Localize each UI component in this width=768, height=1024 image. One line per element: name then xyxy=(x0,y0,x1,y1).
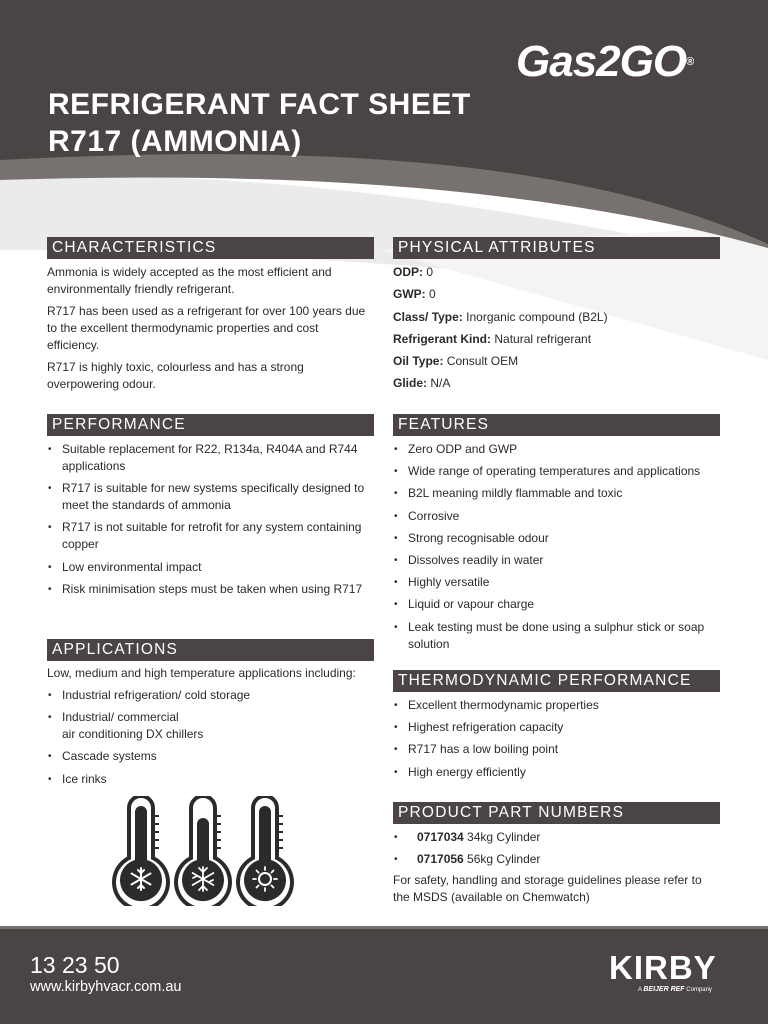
attribute-glide: Glide: N/A xyxy=(393,376,451,391)
physical-attributes-heading: PHYSICAL ATTRIBUTES xyxy=(393,237,720,259)
beijer-ref-tagline: A BEIJER REF Company xyxy=(638,986,712,993)
features-heading: FEATURES xyxy=(393,414,720,436)
attribute-odp: ODP: 0 xyxy=(393,265,434,279)
applications-intro: Low, medium and high temperature applications including: xyxy=(47,666,356,680)
thermodynamic-item: • High energy efficiently xyxy=(393,764,720,781)
features-item: • B2L meaning mildly flammable and toxic xyxy=(393,485,720,502)
features-item: • Highly versatile xyxy=(393,574,720,591)
applications-heading: APPLICATIONS xyxy=(47,639,374,661)
applications-item: • Industrial refrigeration/ cold storage xyxy=(47,687,374,704)
attribute-oil-type: Oil Type: Consult OEM xyxy=(393,354,519,369)
applications-item: • Ice rinks xyxy=(47,771,374,788)
performance-item: • R717 is not suitable for retrofit for any system containing copper xyxy=(47,519,374,553)
features-item: • Dissolves readily in water xyxy=(393,552,720,569)
physical-attributes-section xyxy=(393,237,720,398)
kirby-logo: KIRBY xyxy=(609,949,717,986)
features-section xyxy=(393,414,720,658)
website-link[interactable]: www.kirbyhvacr.com.au xyxy=(30,979,182,995)
performance-heading: PERFORMANCE xyxy=(47,414,374,436)
attribute-refrigerant-kind: Refrigerant Kind: Natural refrigerant xyxy=(393,331,592,346)
title-line-1: REFRIGERANT FACT SHEET xyxy=(48,88,471,121)
characteristics-heading: CHARACTERISTICS xyxy=(47,237,374,259)
part-code: 0717034 xyxy=(417,830,464,844)
thermodynamic-item: • R717 has a low boiling point xyxy=(393,741,720,758)
thermodynamic-item: • Excellent thermodynamic properties xyxy=(393,697,720,714)
thermometer-frost-icon xyxy=(172,796,234,906)
characteristics-section xyxy=(47,237,374,393)
characteristics-paragraph: R717 has been used as a refrigerant for over 100 years due to the excellent thermodynamic properties and cost efficiency. xyxy=(47,304,366,352)
features-item: • Liquid or vapour charge xyxy=(393,596,720,613)
applications-section xyxy=(47,639,374,793)
features-item: • Leak testing must be done using a sulphur stick or soap solution xyxy=(393,619,720,653)
performance-item: • Suitable replacement for R22, R134a, R404A and R744 applications xyxy=(47,441,374,475)
performance-item: • Risk minimisation steps must be taken when using R717 xyxy=(47,581,374,598)
product-part-numbers-heading: PRODUCT PART NUMBERS xyxy=(393,802,720,824)
performance-item: • Low environmental impact xyxy=(47,559,374,576)
characteristics-paragraph: Ammonia is widely accepted as the most efficient and environmentally friendly refrigerant. xyxy=(47,265,332,296)
features-item: • Strong recognisable odour xyxy=(393,530,720,547)
features-item: • Wide range of operating temperatures and applications xyxy=(393,463,720,480)
gas2go-logo: Gas2GO® xyxy=(516,37,694,86)
applications-item: • Industrial/ commercial air conditioning DX chillers xyxy=(47,709,374,743)
thermodynamic-performance-heading: THERMODYNAMIC PERFORMANCE xyxy=(393,670,720,692)
performance-item: • R717 is suitable for new systems specifically designed to meet the standards of ammonia xyxy=(47,480,374,514)
part-description: 56kg Cylinder xyxy=(463,852,541,866)
characteristics-paragraph: R717 is highly toxic, colourless and has a strong overpowering odour. xyxy=(47,360,304,391)
product-part-numbers-section xyxy=(393,802,720,906)
attribute-class-type: Class/ Type: Inorganic compound (B2L) xyxy=(393,309,608,324)
attribute-gwp: GWP: 0 xyxy=(393,287,436,302)
thermometer-sun-icon xyxy=(234,796,296,906)
title-line-2: R717 (AMMONIA) xyxy=(48,125,302,158)
part-number-item xyxy=(393,829,720,846)
thermodynamic-item: • Highest refrigeration capacity xyxy=(393,719,720,736)
safety-note: For safety, handling and storage guidelines please refer to the MSDS (available on Chemwatch) xyxy=(393,873,702,904)
phone-number: 13 23 50 xyxy=(30,952,120,978)
part-number-item xyxy=(393,851,720,868)
features-item: • Zero ODP and GWP xyxy=(393,441,720,458)
applications-item: • Cascade systems xyxy=(47,748,374,765)
part-description: 34kg Cylinder xyxy=(463,830,541,844)
performance-section xyxy=(47,414,374,603)
page-title xyxy=(48,86,508,160)
thermodynamic-performance-section xyxy=(393,670,720,786)
thermometer-snowflake-icon xyxy=(110,796,172,906)
part-code: 0717056 xyxy=(417,852,464,866)
features-item: • Corrosive xyxy=(393,508,720,525)
